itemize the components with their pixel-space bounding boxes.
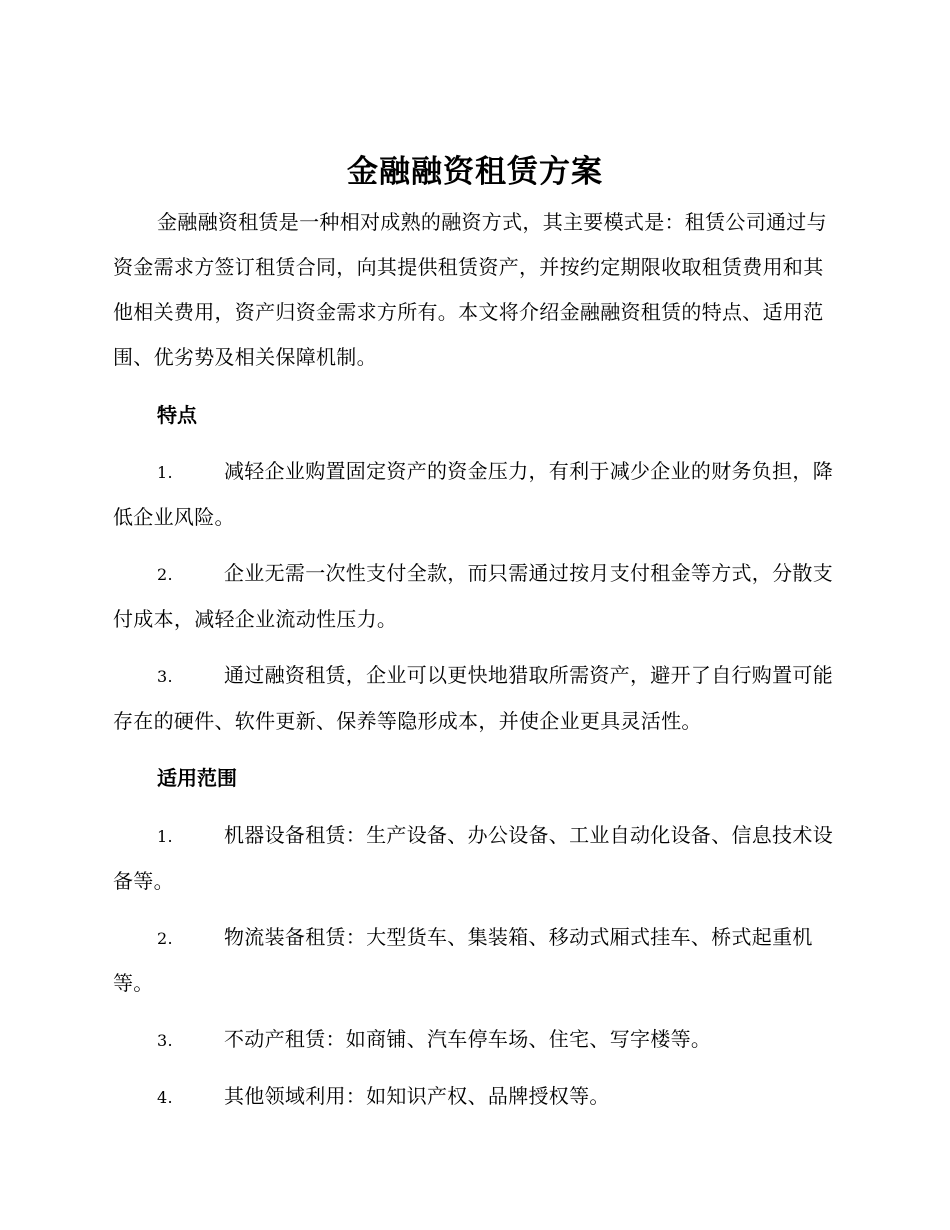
list-item (113, 915, 835, 1006)
document-title: 金融融资租赁方案 (347, 154, 603, 190)
list-item (113, 551, 835, 642)
list-item (113, 653, 835, 744)
list-item-text: 减轻企业购置固定资产的资金压力，有利于减少企业的财务负担，降低企业风险。 (113, 459, 833, 529)
list-item (113, 813, 835, 904)
list-item-number: 1. (157, 463, 173, 482)
list-item-number: 2. (157, 929, 173, 948)
list-item-text: 企业无需一次性支付全款，而只需通过按月支付租金等方式，分散支付成本，减轻企业流动性压力。 (113, 561, 833, 631)
list-item-text: 通过融资租赁，企业可以更快地猎取所需资产，避开了自行购置可能存在的硬件、软件更新、保养等隐形成本，并使企业更具灵活性。 (113, 663, 833, 733)
list-item-number: 3. (157, 1031, 173, 1050)
list-item-number: 3. (157, 667, 173, 686)
list-item-number: 1. (157, 827, 173, 846)
intro-paragraph: 金融融资租赁是一种相对成熟的融资方式，其主要模式是：租赁公司通过与资金需求方签订租赁合同，向其提供租赁资产，并按约定期限收取租赁费用和其他相关费用，资产归资金需求方所有。本文将介绍金融融资租赁的特点、适用范围、优劣势及相关保障机制。 (113, 210, 827, 369)
list-item-text: 机器设备租赁：生产设备、办公设备、工业自动化设备、信息技术设备等。 (113, 823, 833, 893)
list-item-text: 其他领域利用：如知识产权、品牌授权等。 (224, 1084, 610, 1108)
list-item (113, 1074, 835, 1120)
list-item-number: 4. (157, 1088, 173, 1107)
list-item-text: 不动产租赁：如商铺、汽车停车场、住宅、写字楼等。 (224, 1027, 712, 1051)
list-item (113, 449, 835, 540)
list-item-number: 2. (157, 565, 173, 584)
list-item-text: 物流装备租赁：大型货车、集装箱、移动式厢式挂车、桥式起重机等。 (113, 925, 813, 995)
section-heading-scope: 适用范围 (157, 766, 237, 790)
list-item (113, 1017, 835, 1063)
section-heading-features: 特点 (157, 403, 197, 427)
